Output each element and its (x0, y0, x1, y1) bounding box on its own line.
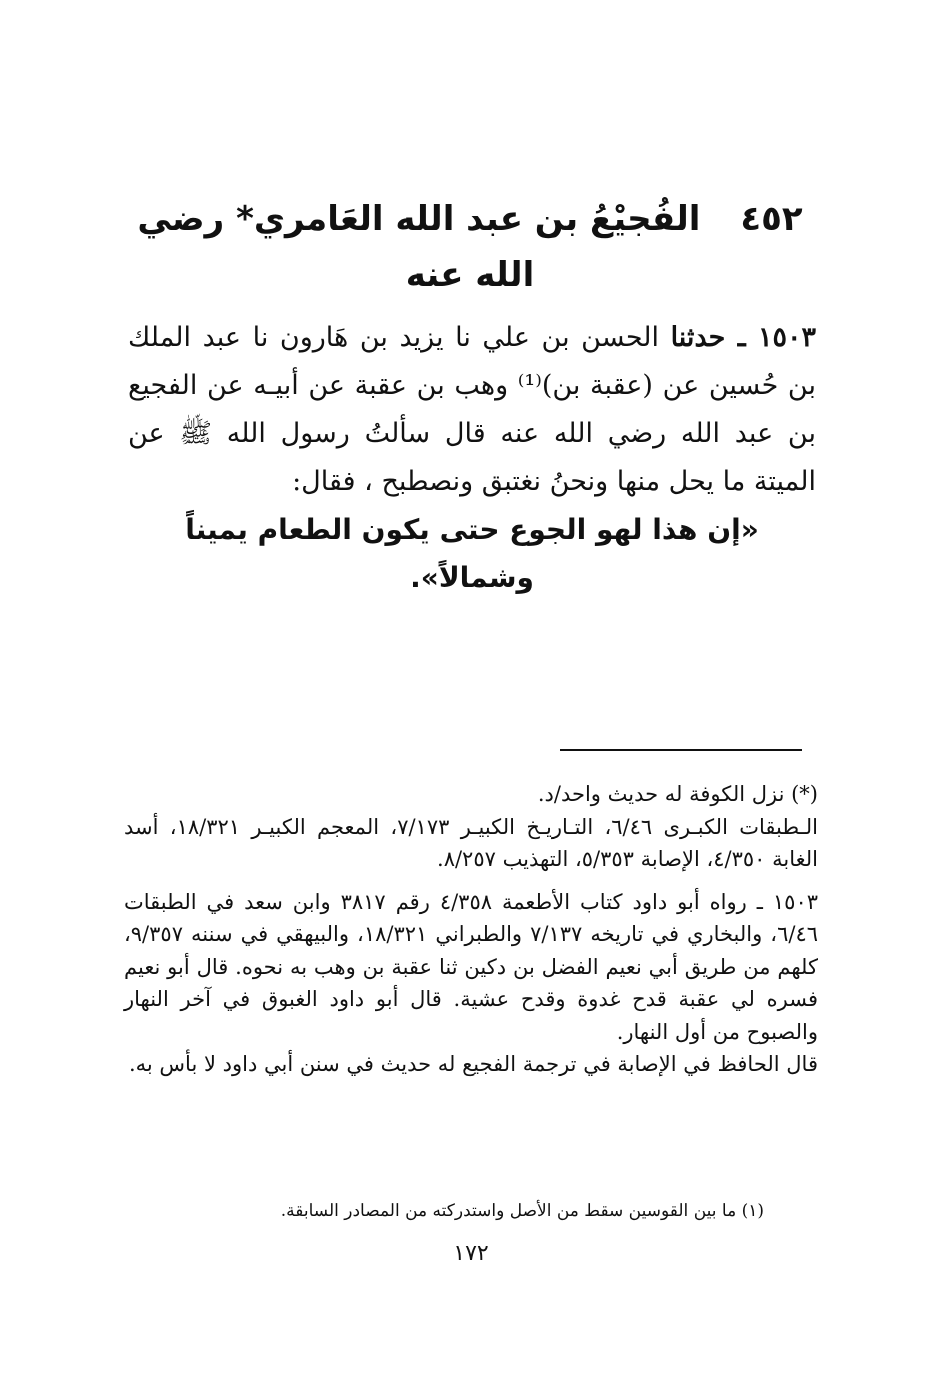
hadith-isnad-paragraph (128, 314, 816, 506)
note-sources: الـطبقات الكبـرى ٦/٤٦، التـاريـخ الكبيـر ٧/١٧٣، المعجم الكبيـر ١٨/٣٢١، أسد الغابة ٤/٣٥٠، الإصابة ٥/٣٥٣، التهذيب ٨/٢٥٧. (124, 814, 818, 871)
hadith-matn: «إن هذا لهو الجوع حتى يكون الطعام يميناً وشمالاً». (185, 513, 759, 594)
hadith-block (128, 314, 816, 602)
hadith-isnad: الحسن بن علي نا يزيد بن هَارون نا عبد الملك بن حُسين عن (عقبة بن)⁽¹⁾ وهب بن عقبة عن أبيـه عن الفجيع بن عبد الله رضي الله عنه قال سألتُ رسول الله ﷺ عن الميتة ما يحل منها ونحنُ نغتبق ونصطبح ، فقال: (128, 322, 816, 497)
chapter-name: الفُجيْعُ بن عبد الله العَامري* رضي الله عنه (137, 198, 701, 295)
footnotes (124, 778, 818, 1081)
hadith-lead: ١٥٠٣ ـ حدثنا (670, 322, 817, 353)
note-star: (*) نزل الكوفة له حديث واحد/د. (537, 782, 818, 806)
chapter-number: ٤٥٢ (740, 198, 803, 239)
note-hafiz: قال الحافظ في الإصابة في ترجمة الفجيع له حديث في سنن أبي داود لا بأس به. (128, 1052, 818, 1076)
footnote-divider (560, 749, 802, 751)
page-number: ١٧٢ (453, 1241, 489, 1266)
note-takhrij: ١٥٠٣ ـ رواه أبو داود كتاب الأطعمة ٤/٣٥٨ رقم ٣٨١٧ وابن سعد في الطبقات ٦/٤٦، والبخاري في تاريخه ٧/١٣٧ والطبراني ١٨/٣٢١، والبيهقي في سننه ٩/٣٥٧، كلهم من طريق أبي نعيم الفضل بن دكين ثنا عقبة بن وهب به نحوه. قال أبو نعيم فسره لي عقبة قدح غدوة وقدح عشية. قال أبو داود الغبوق في آخر النهار والصبوح من أول النهار. (124, 889, 819, 1044)
chapter-title (120, 191, 820, 303)
footnote-1: (١) ما بين القوسين سقط من الأصل واستدركته من المصادر السابقة. (280, 1201, 764, 1221)
